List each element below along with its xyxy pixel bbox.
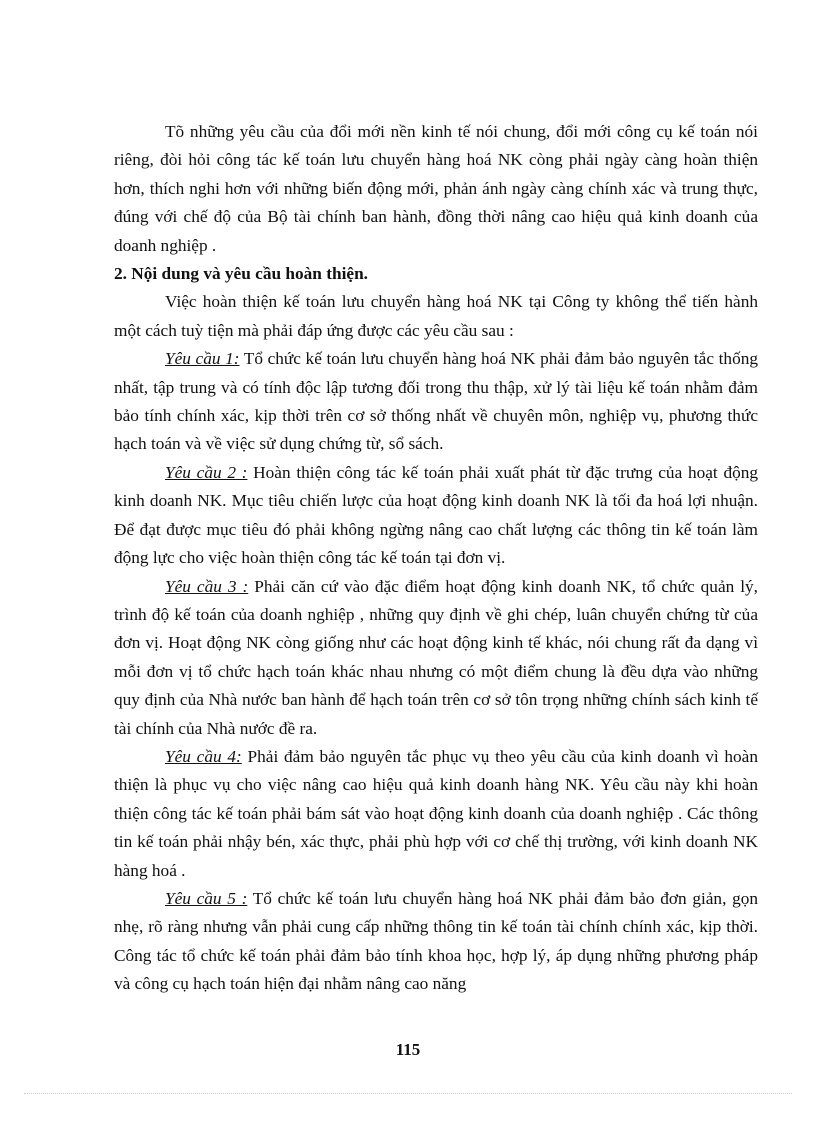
section-heading: 2. Nội dung và yêu cầu hoàn thiện. xyxy=(114,264,368,284)
requirement-1-label: Yêu cầu 1: xyxy=(165,349,240,369)
body-text xyxy=(114,118,758,999)
section-intro-paragraph: Việc hoàn thiện kế toán lưu chuyển hàng hoá NK tại Công ty không thể tiến hành một cách tuỳ tiện mà phải đáp ứng được các yêu cầu sau : xyxy=(114,292,758,340)
requirement-3-paragraph xyxy=(114,573,758,743)
requirement-5-text: Tổ chức kế toán lưu chuyển hàng hoá NK phải đảm bảo đơn giản, gọn nhẹ, rõ ràng nhưng vẫn phải cung cấp những thông tin kế toán tài chính chính xác, kịp thời. Công tác tổ chức kế toán phải đảm bảo tính khoa học, hợp lý, áp dụng những phương pháp và công cụ hạch toán hiện đại nhằm nâng cao năng xyxy=(114,888,758,994)
requirement-2-paragraph xyxy=(114,459,758,573)
requirement-5-paragraph xyxy=(114,885,758,999)
requirement-1-text: Tổ chức kế toán lưu chuyển hàng hoá NK phải đảm bảo nguyên tắc thống nhất, tập trung và có tính độc lập tương đối trong thu thập, xử lý tài liệu kế toán nhằm đảm bảo tính chính xác, kịp thời trên cơ sở thống nhất về chuyên môn, nghiệp vụ, phương thức hạch toán và về việc sử dụng chứng từ, sổ sách. xyxy=(114,349,758,454)
requirement-2-text: Hoàn thiện công tác kế toán phải xuất phát từ đặc trưng của hoạt động kinh doanh NK. Mục tiêu chiến lược của hoạt động kinh doanh NK là tối đa hoá lợi nhuận. Để đạt được mục tiêu đó phải không ngừng nâng cao chất lượng các thông tin kế toán làm động lực cho việc hoàn thiện công tác kế toán tại đơn vị. xyxy=(114,462,759,568)
requirement-4-paragraph xyxy=(114,743,758,885)
requirement-4-text: Phải đảm bảo nguyên tắc phục vụ theo yêu cầu của kinh doanh vì hoàn thiện là phục vụ cho việc nâng cao hiệu quả kinh doanh hàng NK. Yêu cầu này khi hoàn thiện công tác kế toán phải bám sát vào hoạt động kinh doanh của doanh nghiệp . Các thông tin kế toán phải nhậy bén, xác thực, phải phù hợp với cơ chế thị trường, với kinh doanh NK hàng hoá . xyxy=(114,746,758,880)
page-number: 115 xyxy=(395,1040,421,1059)
intro-paragraph: Tõ những yêu cầu của đổi mới nền kinh tế nói chung, đổi mới công cụ kế toán nói riêng, đòi hỏi công tác kế toán lưu chuyển hàng hoá NK còng phải ngày càng hoàn thiện hơn, thích nghi hơn với những biến động mới, phản ánh ngày càng chính xác và trung thực, đúng với chế độ của Bộ tài chính ban hành, đồng thời nâng cao hiệu quả kinh doanh của doanh nghiệp . xyxy=(114,122,758,255)
requirement-5-label: Yêu cầu 5 : xyxy=(165,888,248,908)
requirement-4-label: Yêu cầu 4: xyxy=(165,746,242,766)
footer-divider xyxy=(24,1093,792,1094)
requirement-3-label: Yêu cầu 3 : xyxy=(165,576,249,596)
requirement-2-label: Yêu cầu 2 : xyxy=(165,462,248,482)
requirement-1-paragraph xyxy=(114,345,758,459)
requirement-3-text: Phải căn cứ vào đặc điểm hoạt động kinh doanh NK, tổ chức quản lý, trình độ kế toán của doanh nghiệp , những quy định về ghi chép, luân chuyển chứng từ của đơn vị. Hoạt động NK còng giống như các hoạt động kinh tế khác, nói chung rất đa dạng vì mỗi đơn vị tổ chức hạch toán khác nhau nhưng có một điểm chung là đều dựa vào những quy định của Nhà nước ban hành để hạch toán trên cơ sở tôn trọng những chính sách kinh tế tài chính của Nhà nước đề ra. xyxy=(114,576,759,738)
